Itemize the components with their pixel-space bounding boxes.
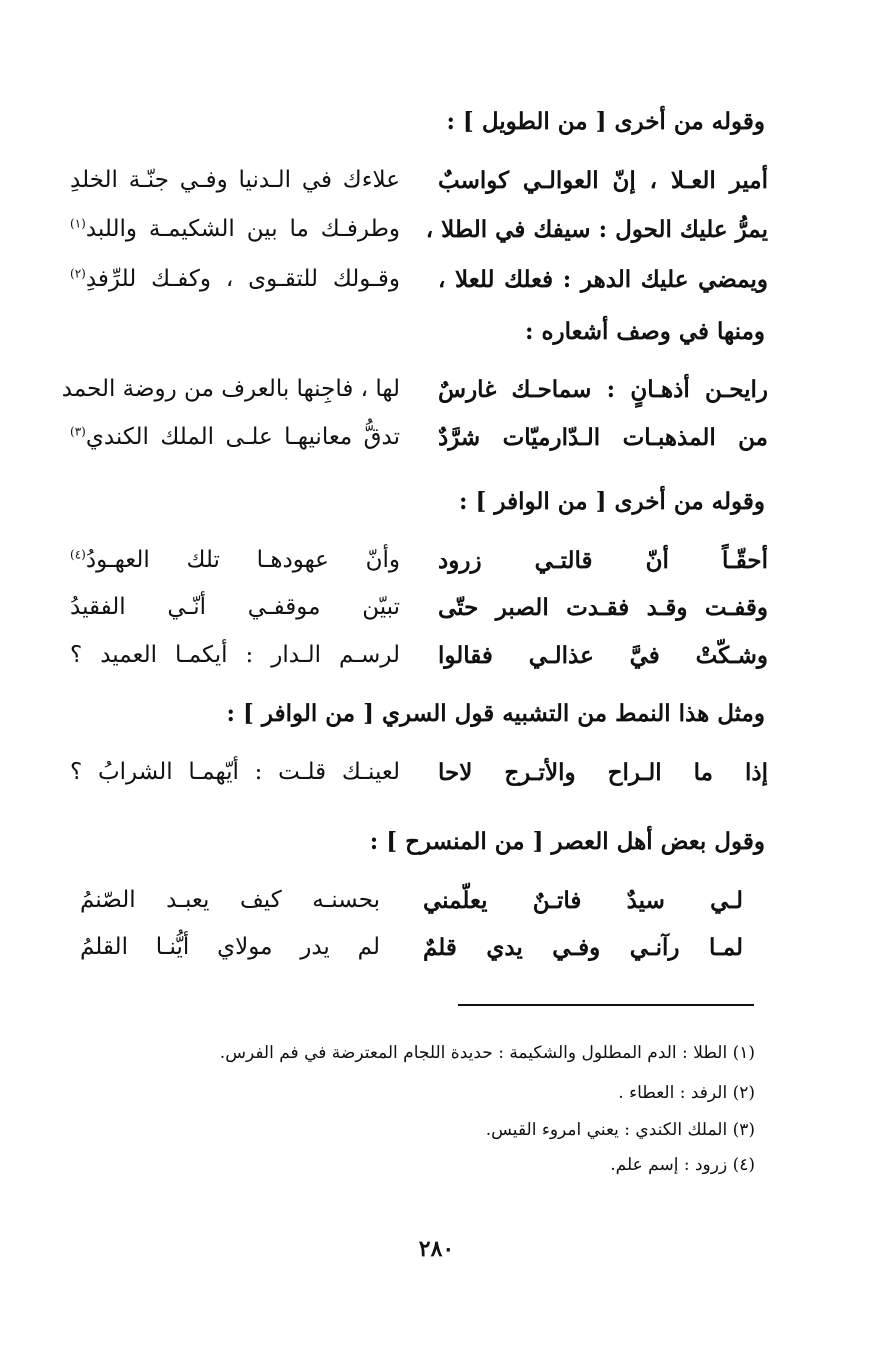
second-hemistich: تدقُّ معانيهـا علـى الملك الكندي$^{(٣)}$ xyxy=(70,424,400,450)
section-intro: وقول بعض أهل العصر [ من المنسرح ] : xyxy=(369,828,765,855)
first-hemistich: لـي سيدٌ فاتـنٌ يعلّمني xyxy=(423,886,743,914)
footnote-ref: (٢) xyxy=(70,266,86,281)
first-hemistich: يمرُّ عليك الحول : سيفك في الطلا ، xyxy=(425,215,768,243)
section-intro: ومنها في وصف أشعاره : xyxy=(524,318,765,345)
footnote: (٤) زرود : إسم علم. xyxy=(610,1155,755,1175)
verse-line xyxy=(80,878,743,922)
first-hemistich: ويمضي عليك الدهر : فعلك للعلا ، xyxy=(438,265,768,293)
section-intro: وقوله من أخرى [ من الطويل ] : xyxy=(446,108,765,135)
footnote-ref: (١) xyxy=(70,216,86,231)
second-hemistich: علاءك في الـدنيا وفـي جنّـة الخلدِ xyxy=(70,167,400,193)
second-hemistich: لها ، فاجِنها بالعرف من روضة الحمد xyxy=(61,376,400,402)
first-hemistich: رايحـن أذهـانٍ : سماحـك غارسٌ xyxy=(438,375,768,403)
first-hemistich: من المذهبـات الـدّارميّات شرَّدٌ xyxy=(438,423,768,451)
second-hemistich: بحسنـه كيف يعبـد الصّنمُ xyxy=(80,887,380,913)
verse-line xyxy=(80,925,743,969)
verse-line xyxy=(61,367,768,411)
first-hemistich: أحقّـاً أنّ قالتـي زرود xyxy=(438,546,768,574)
section-intro: وقوله من أخرى [ من الوافر ] : xyxy=(459,488,765,515)
first-hemistich: أمير العـلا ، إنّ العوالـي كواسبٌ xyxy=(438,166,768,194)
verse-line xyxy=(70,257,768,301)
footnote: (١) الطلا : الدم المطلول والشكيمة : حديدة اللجام المعترضة في فم الفرس. xyxy=(219,1043,755,1063)
verse-line xyxy=(70,750,768,794)
second-hemistich: لعينـك قلـت : أيّهمـا الشرابُ ؟ xyxy=(70,759,400,785)
footnote-separator xyxy=(458,1004,754,1006)
second-hemistich: تبيّن موقفـي أنّـي الفقيدُ xyxy=(70,594,400,620)
verse-line xyxy=(70,207,768,251)
verse-line xyxy=(70,633,768,677)
footnote-ref: (٤) xyxy=(70,547,86,562)
second-hemistich: وأنّ عهودهـا تلك العهـودُ$^{(٤)}$ xyxy=(70,547,400,573)
page-number: ٢٨٠ xyxy=(418,1236,455,1262)
verse-line xyxy=(70,415,768,459)
verse-line xyxy=(70,585,768,629)
footnote: (٢) الرفد : العطاء . xyxy=(618,1083,755,1103)
footnote: (٣) الملك الكندي : يعني امروء القيس. xyxy=(485,1120,755,1140)
section-intro: ومثل هذا النمط من التشبيه قول السري [ من الوافر ] : xyxy=(226,700,765,727)
first-hemistich: وشـكّتْ فيَّ عذالـي فقالوا xyxy=(438,641,768,669)
verse-line xyxy=(70,158,768,202)
footnote-ref: (٣) xyxy=(70,424,86,439)
second-hemistich: وطرفـك ما بين الشكيمـة واللبد$^{(١)}$ xyxy=(70,216,400,242)
first-hemistich: وقفـت وقـد فقـدت الصبر حتّى xyxy=(438,593,768,621)
second-hemistich: لرسـم الـدار : أيكمـا العميد ؟ xyxy=(70,642,400,668)
verse-line xyxy=(70,538,768,582)
second-hemistich: وقـولك للتقـوى ، وكفـك للرِّفدِ$^{(٢)}$ xyxy=(70,266,400,292)
first-hemistich: لمـا رآنـي وفـي يدي قلمٌ xyxy=(423,933,743,961)
first-hemistich: إذا ما الـراح والأتـرج لاحا xyxy=(438,758,768,786)
second-hemistich: لم يدر مولاي أيُّنـا القلمُ xyxy=(80,934,380,960)
